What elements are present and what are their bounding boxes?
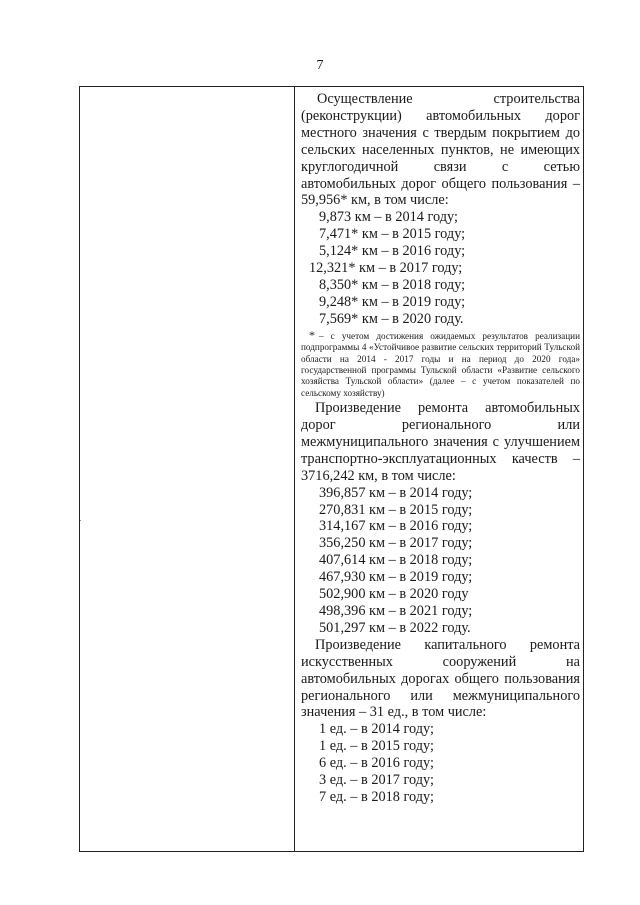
section2-list xyxy=(301,485,580,637)
list-item: 407,614 км – в 2018 году; xyxy=(319,552,473,569)
list-item: 8,350* км – в 2018 году; xyxy=(319,276,466,293)
list-item: 7,471* км – в 2015 году; xyxy=(319,226,466,243)
list-item: 498,396 км – в 2021 году; xyxy=(319,603,473,619)
list-item: 1 ед. – в 2014 году; xyxy=(319,721,434,738)
list-item: 7 ед. – в 2018 году; xyxy=(319,788,434,805)
column-divider xyxy=(294,87,295,851)
list-item: 356,250 км – в 2017 году; xyxy=(319,535,473,552)
list-item: 502,900 км – в 2020 году xyxy=(319,586,469,603)
list-item: 6 ед. – в 2016 году; xyxy=(319,755,434,772)
list-item: 1 ед. – в 2015 году; xyxy=(319,738,434,755)
section3-text: Произведение капитального ремонта искусственных сооружений на автомобильных дорогах общего пользования регионального или межмуниципального значения – 31 ед., в том числе: xyxy=(301,636,580,721)
list-item: 7,569* км – в 2020 году. xyxy=(319,310,464,327)
scan-speck xyxy=(80,520,81,521)
list-item: 12,321* км – в 2017 году; xyxy=(309,260,463,277)
content-table xyxy=(79,86,584,852)
footnote xyxy=(301,327,580,399)
list-item: 270,831 км – в 2015 году; xyxy=(319,501,473,518)
list-item: 9,248* км – в 2019 году; xyxy=(319,293,466,310)
list-item: 501,297 км – в 2022 году. xyxy=(319,619,471,636)
list-item: 467,930 км – в 2019 году; xyxy=(319,569,473,586)
list-item: 396,857 км – в 2014 году; xyxy=(319,484,473,501)
footnote-text: – с учетом достижения ожидаемых результатов реализации подпрограммы 4 «Устойчивое развитие сельских территорий Тульской области на 2014 - 2017 годы и на период до 2020 года» государственной программы Тульской области «Развитие сельского хозяйства Тульской области» (далее – с учетом показателей по сельскому хозяйству) xyxy=(301,330,580,398)
footnote-star: * xyxy=(309,327,315,342)
right-column xyxy=(301,91,580,806)
list-item: 5,124* км – в 2016 году; xyxy=(319,243,466,260)
page-number: 7 xyxy=(316,58,324,73)
list-item: 314,167 км – в 2016 году; xyxy=(319,518,473,535)
section1-list xyxy=(301,209,580,327)
list-item: 3 ед. – в 2017 году; xyxy=(319,772,434,789)
section1-text: Осуществление строительства (реконструкции) автомобильных дорог местного значения с твердым покрытием до сельских населенных пунктов, не имеющих круглогодичной связи с сетью автомобильных дорог общего пользования – 59,956* км, в том числе: xyxy=(301,91,580,209)
section2-text: Произведение ремонта автомобильных дорог регионального или межмуниципального значения с улучшением транспортно-эксплуатационных качеств – 3716,242 км, в том числе: xyxy=(301,400,580,484)
section3-list xyxy=(301,721,580,806)
list-item: 9,873 км – в 2014 году; xyxy=(319,209,458,226)
